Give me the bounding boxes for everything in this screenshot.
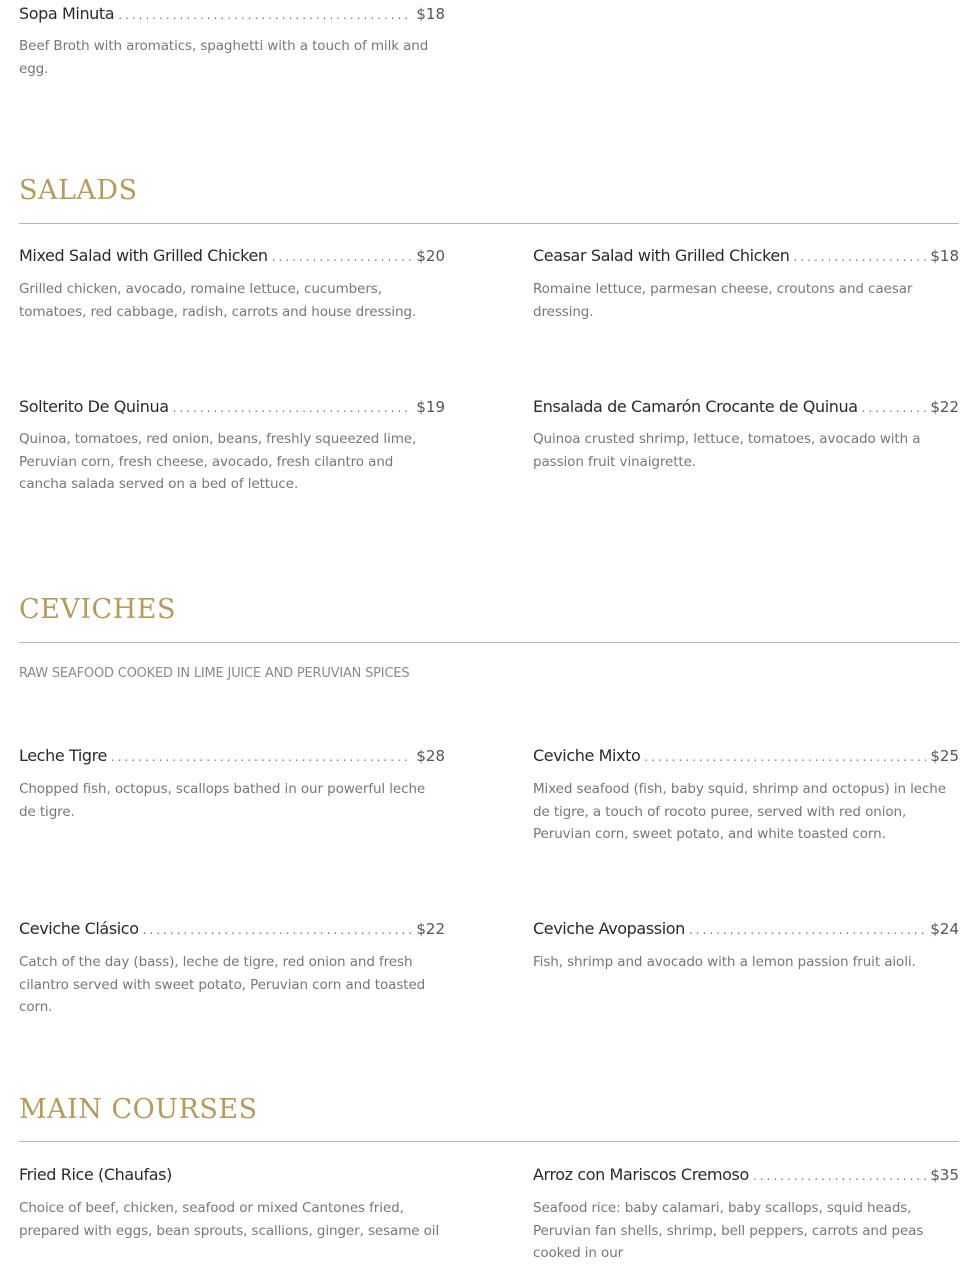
- menu-item-price: $19: [416, 398, 445, 416]
- menu-item-header: [19, 4, 445, 23]
- menu-item-name: Mixed Salad with Grilled Chicken: [19, 246, 268, 265]
- dot-leader: [272, 250, 413, 264]
- menu-item-sopa-minuta: [19, 4, 445, 80]
- dot-leader: [753, 1169, 926, 1183]
- menu-item-description: Chopped fish, octopus, scallops bathed in our powerful leche de tigre.: [19, 781, 426, 820]
- menu-item-ceviche-avopassion: [533, 919, 959, 974]
- section-title-ceviches: CEVICHES: [19, 594, 176, 625]
- menu-item-description: Quinoa, tomatoes, red onion, beans, freshly squeezed lime, Peruvian corn, fresh cheese, avocado, fresh cilantro and cancha salada served on a bed of lettuce.: [19, 431, 417, 492]
- menu-item-header: [19, 397, 445, 416]
- menu-item-header: [533, 246, 959, 265]
- menu-item-description: Fish, shrimp and avocado with a lemon passion fruit aioli.: [533, 954, 916, 970]
- menu-item-ceviche-clasico: [19, 919, 445, 1019]
- menu-item-header: [19, 919, 445, 938]
- dot-leader: [689, 923, 926, 937]
- menu-item-ceasar-salad: [533, 246, 959, 323]
- menu-item-name: Arroz con Mariscos Cremoso: [533, 1165, 749, 1184]
- menu-item-name: Ceviche Clásico: [19, 919, 139, 938]
- section-title-salads: SALADS: [19, 175, 138, 206]
- menu-item-description: Mixed seafood (fish, baby squid, shrimp and octopus) in leche de tigre, a touch of rocoto puree, served with red onion, Peruvian corn, sweet potato, and white toasted corn.: [533, 781, 946, 842]
- dot-leader: [143, 923, 413, 937]
- section-divider: [19, 223, 959, 224]
- menu-item-name: Solterito De Quinua: [19, 397, 169, 416]
- menu-item-ceviche-mixto: [533, 746, 959, 846]
- section-divider: [19, 1141, 959, 1142]
- section-divider: [19, 642, 959, 643]
- dot-leader: [644, 750, 926, 764]
- menu-item-arroz-mariscos: [533, 1165, 959, 1265]
- dot-leader: [111, 750, 412, 764]
- menu-item-price: $18: [416, 5, 445, 23]
- dot-leader: [173, 401, 413, 415]
- menu-item-fried-rice: [19, 1165, 445, 1242]
- menu-item-mixed-salad: [19, 246, 445, 323]
- section-subtitle: RAW SEAFOOD COOKED IN LIME JUICE AND PERUVIAN SPICES: [19, 666, 410, 681]
- menu-item-ensalada-camaron: [533, 397, 959, 473]
- menu-item-description: Catch of the day (bass), leche de tigre, red onion and fresh cilantro served with sweet potato, Peruvian corn and toasted corn.: [19, 954, 426, 1015]
- menu-item-header: [19, 746, 445, 765]
- dot-leader: [118, 8, 412, 22]
- dot-leader: [794, 250, 927, 264]
- section-title-main-courses: MAIN COURSES: [19, 1094, 258, 1125]
- menu-item-price: $28: [416, 747, 445, 765]
- menu-item-name: Ceasar Salad with Grilled Chicken: [533, 246, 790, 265]
- menu-item-description: Choice of beef, chicken, seafood or mixed Cantones fried, prepared with eggs, bean sprouts, scallions, ginger, sesame oil: [19, 1200, 440, 1239]
- menu-item-price: $18: [930, 247, 959, 265]
- menu-item-name: Leche Tigre: [19, 746, 107, 765]
- menu-item-leche-tigre: [19, 746, 445, 823]
- menu-item-name: Ensalada de Camarón Crocante de Quinua: [533, 397, 858, 416]
- menu-item-header: [533, 919, 959, 938]
- dot-leader: [862, 401, 927, 415]
- menu-item-description: Romaine lettuce, parmesan cheese, croutons and caesar dressing.: [533, 281, 913, 320]
- menu-item-price: $20: [416, 247, 445, 265]
- menu-item-description: Seafood rice: baby calamari, baby scallops, squid heads, Peruvian fan shells, shrimp, bell peppers, carrots and peas cooked in our: [533, 1200, 924, 1261]
- menu-item-name: Sopa Minuta: [19, 4, 115, 23]
- menu-item-price: $35: [930, 1166, 959, 1184]
- menu-item-name: Ceviche Avopassion: [533, 919, 685, 938]
- menu-item-description: Grilled chicken, avocado, romaine lettuce, cucumbers, tomatoes, red cabbage, radish, carrots and house dressing.: [19, 281, 417, 320]
- menu-item-description: Beef Broth with aromatics, spaghetti with a touch of milk and egg.: [19, 38, 429, 77]
- menu-item-price: $24: [930, 920, 959, 938]
- menu-item-price: $22: [930, 398, 959, 416]
- menu-item-solterito: [19, 397, 445, 496]
- menu-item-price: $25: [930, 747, 959, 765]
- menu-item-price: $22: [416, 920, 445, 938]
- menu-item-header: [533, 746, 959, 765]
- menu-item-description: Quinoa crusted shrimp, lettuce, tomatoes, avocado with a passion fruit vinaigrette.: [533, 431, 921, 470]
- menu-item-header: [533, 1165, 959, 1184]
- menu-item-name: Fried Rice (Chaufas): [19, 1165, 172, 1184]
- menu-item-header: [533, 397, 959, 416]
- menu-item-header: [19, 246, 445, 265]
- menu-item-header: [19, 1165, 445, 1184]
- menu-item-name: Ceviche Mixto: [533, 746, 641, 765]
